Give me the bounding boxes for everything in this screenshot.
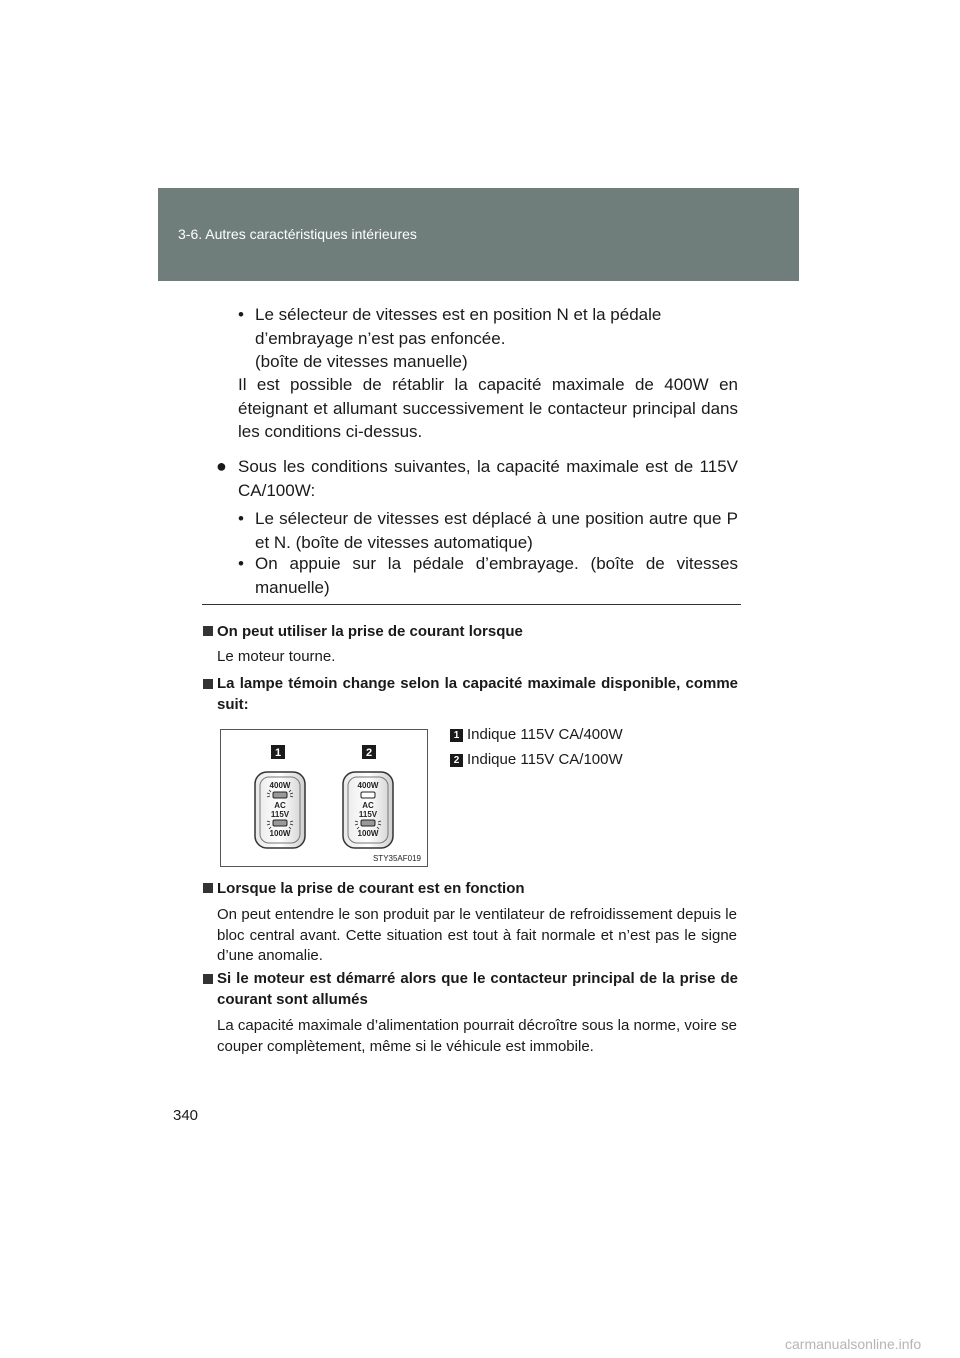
bullet-text: On appuie sur la pédale d’embrayage. (boîte de vitesses manuelle) bbox=[255, 554, 738, 597]
note-heading: Lorsque la prise de courant est en fonction bbox=[203, 879, 738, 900]
note-body: On peut entendre le son produit par le ventilateur de refroidissement depuis le bloc central avant. Cette situation est tout à fait normale et n’est pas le signe d’une anomalie. bbox=[217, 906, 737, 964]
circle-bullet-item bbox=[216, 455, 738, 502]
section-header-bar bbox=[158, 188, 799, 281]
legend-item-2: 2 Indique 115V CA/100W bbox=[450, 750, 623, 771]
note-heading: On peut utiliser la prise de courant lorsque bbox=[203, 622, 738, 643]
note-heading: La lampe témoin change selon la capacité maximale disponible, comme suit: bbox=[203, 674, 738, 715]
square-bullet-icon bbox=[203, 974, 213, 984]
bullet-item bbox=[238, 507, 738, 554]
lamp-panel-2 bbox=[343, 772, 393, 848]
bullet-text-line: (boîte de vitesses manuelle) bbox=[255, 352, 468, 371]
bullet-dot: • bbox=[238, 554, 244, 573]
svg-text:400W: 400W bbox=[269, 781, 291, 790]
svg-text:115V: 115V bbox=[270, 810, 290, 819]
bullet-text-line: Le sélecteur de vitesses est en position N et la pédale bbox=[255, 305, 662, 324]
bullet-dot: • bbox=[238, 509, 244, 528]
note-body: La capacité maximale d’alimentation pourrait décroître sous la norme, voire se couper complètement, même si le véhicule est immobile. bbox=[217, 1017, 737, 1055]
square-bullet-icon bbox=[203, 679, 213, 689]
svg-text:115V: 115V bbox=[358, 810, 378, 819]
legend-item-1: 1 Indique 115V CA/400W bbox=[450, 725, 623, 746]
note-body: Le moteur tourne. bbox=[217, 648, 336, 665]
page-number: 340 bbox=[173, 1107, 199, 1124]
square-bullet-icon bbox=[203, 626, 213, 636]
indicator-lamp-figure bbox=[220, 729, 428, 867]
bullet-item bbox=[238, 552, 738, 599]
number-badge: 2 bbox=[450, 754, 463, 767]
square-bullet-icon bbox=[203, 883, 213, 893]
paragraph: Il est possible de rétablir la capacité maximale de 400W en éteignant et allumant successivement le contacteur principal dans les conditions ci-dessus. bbox=[238, 375, 738, 441]
number-badge: 1 bbox=[450, 729, 463, 742]
bullet-text: Le sélecteur de vitesses est déplacé à une position autre que P et N. (boîte de vitesses automatique) bbox=[255, 509, 738, 552]
svg-text:100W: 100W bbox=[357, 829, 379, 838]
callout-number-2: 2 bbox=[365, 747, 373, 759]
bullet-text-line: d’embrayage n’est pas enfoncée. bbox=[255, 328, 506, 348]
section-title: 3-6. Autres caractéristiques intérieures bbox=[178, 226, 417, 242]
circle-bullet-icon: ● bbox=[216, 456, 227, 476]
figure-code: STY35AF019 bbox=[372, 854, 421, 863]
svg-text:400W: 400W bbox=[357, 781, 379, 790]
bullet-dot: • bbox=[238, 305, 244, 324]
callout-number-1: 1 bbox=[274, 747, 282, 759]
footer-watermark: carmanualsonline.info bbox=[785, 1336, 922, 1352]
divider bbox=[202, 604, 741, 605]
svg-text:100W: 100W bbox=[269, 829, 291, 838]
bullet-item bbox=[238, 303, 738, 374]
svg-text:AC: AC bbox=[362, 801, 374, 810]
note-heading: Si le moteur est démarré alors que le contacteur principal de la prise de courant sont allumés bbox=[203, 969, 738, 1010]
svg-text:AC: AC bbox=[274, 801, 286, 810]
paragraph: Sous les conditions suivantes, la capacité maximale est de 115V CA/100W: bbox=[238, 457, 738, 500]
lamp-panel-1 bbox=[255, 772, 305, 848]
indicator-lamp-illustration bbox=[221, 730, 427, 866]
